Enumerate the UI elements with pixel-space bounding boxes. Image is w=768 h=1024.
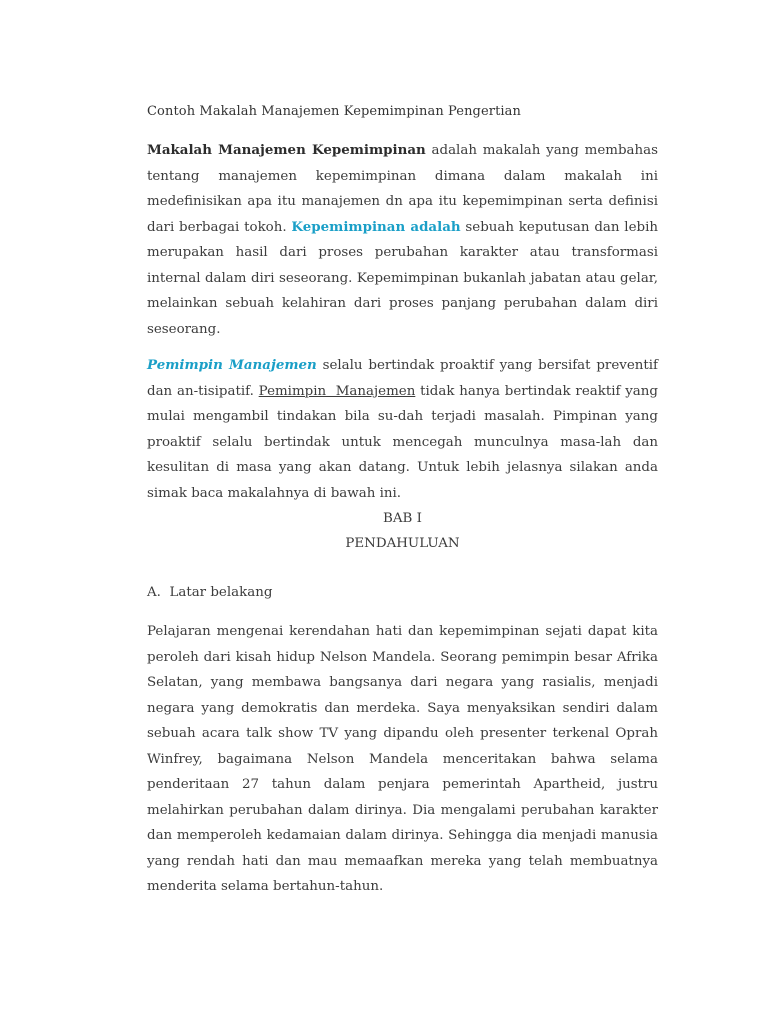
paragraph-text: sebuah keputusan dan lebih merupakan hasil dari proses perubahan karakter atau transformasi internal dalam diri seseorang. Kepemimpinan bukanlah jabatan atau gelar, melainkan sebuah kelahiran dari proses panjang perubahan dalam diri seseorang. (147, 219, 658, 337)
paragraph-text: selalu bertindak proaktif yang bersifat preventif dan an-tisipatif. (147, 358, 658, 399)
pemimpin-manajemen-link[interactable]: Pemimpin Manajemen (147, 357, 317, 373)
kepemimpinan-adalah-link[interactable]: Kepemimpinan adalah (291, 218, 461, 235)
pemimpin-paragraph (147, 353, 658, 506)
pemimpin-manajemen-underlined-link[interactable]: Pemimpin Manajemen (258, 383, 416, 399)
chapter-title: PENDAHULUAN (345, 536, 460, 551)
intro-paragraph (147, 138, 658, 342)
bold-lead-text: Makalah Manajemen Kepemimpinan (147, 142, 426, 158)
paragraph-text: adalah makalah yang membahas tentang manajemen kepemimpinan dimana dalam makalah ini medefinisikan apa itu manajemen dn apa itu kepemimpinan serta definisi dari berbagai tokoh. (147, 143, 658, 235)
section-heading: A. Latar belakang (147, 585, 273, 600)
latar-belakang-paragraph: Pelajaran mengenai kerendahan hati dan kepemimpinan sejati dapat kita peroleh dari kisah hidup Nelson Mandela. Seorang pemimpin besar Afrika Selatan, yang membawa bangsanya dari negara yang rasialis, menjadi negara yang demokratis dan merdeka. Saya menyaksikan sendiri dalam sebuah acara talk show TV yang dipandu oleh presenter terkenal Oprah Winfrey, bagaimana Nelson Mandela menceritakan bahwa selama penderitaan 27 tahun dalam penjara pemerintah Apartheid, justru melahirkan perubahan dalam dirinya. Dia mengalami perubahan karakter dan memperoleh kedamaian dalam dirinya. Sehingga dia menjadi manusia yang rendah hati dan mau memaafkan mereka yang telah membuatnya menderita selama bertahun-tahun. (147, 624, 658, 894)
paragraph-text: tidak hanya bertindak reaktif yang mulai mengambil tindakan bila su-dah terjadi masalah. Pimpinan yang proaktif selalu bertindak untuk mencegah munculnya masa-lah dan kesulitan di masa yang akan datang. Untuk lebih jelasnya silakan anda simak baca makalahnya di bawah ini. (147, 383, 658, 501)
document-title: Contoh Makalah Manajemen Kepemimpinan Pengertian (147, 104, 521, 119)
chapter-number: BAB I (383, 511, 422, 526)
